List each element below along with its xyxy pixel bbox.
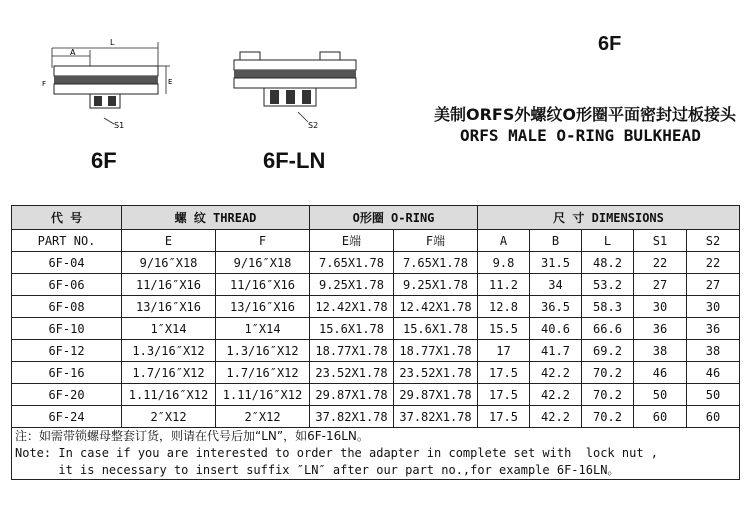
col-s2: S2 (687, 230, 740, 252)
cell-s2: 38 (687, 340, 740, 362)
fitting-6f-drawing (40, 28, 190, 138)
cell-b: 42.2 (530, 384, 582, 406)
cell-oring-e: 29.87X1.78 (310, 384, 394, 406)
cell-s2: 36 (687, 318, 740, 340)
cell-l: 66.6 (582, 318, 634, 340)
note-row (12, 428, 740, 480)
cell-part-no: 6F-04 (12, 252, 122, 274)
cell-thread-e: 2″X12 (122, 406, 216, 428)
col-f-end: F端 (394, 230, 478, 252)
note-english-line-1: Note: In case if you are interested to order the adapter in complete set with lock nut , (15, 446, 658, 460)
cell-oring-f: 9.25X1.78 (394, 274, 478, 296)
cell-thread-f: 1″X14 (216, 318, 310, 340)
cell-l: 70.2 (582, 406, 634, 428)
table-row (12, 318, 740, 340)
header-dimensions: 尺 寸 DIMENSIONS (478, 206, 740, 230)
cell-oring-f: 12.42X1.78 (394, 296, 478, 318)
col-l: L (582, 230, 634, 252)
cell-l: 48.2 (582, 252, 634, 274)
cell-thread-e: 1.11/16″X12 (122, 384, 216, 406)
cell-thread-e: 11/16″X16 (122, 274, 216, 296)
cell-part-no: 6F-20 (12, 384, 122, 406)
caption-6f: 6F (91, 148, 117, 173)
cell-b: 40.6 (530, 318, 582, 340)
header-oring: O形圈 O-RING (310, 206, 478, 230)
cell-part-no: 6F-06 (12, 274, 122, 296)
cell-a: 17.5 (478, 384, 530, 406)
cell-part-no: 6F-24 (12, 406, 122, 428)
cell-thread-e: 13/16″X16 (122, 296, 216, 318)
cell-part-no: 6F-10 (12, 318, 122, 340)
table-row (12, 340, 740, 362)
cell-oring-e: 12.42X1.78 (310, 296, 394, 318)
cell-s1: 46 (634, 362, 687, 384)
cell-thread-e: 1.3/16″X12 (122, 340, 216, 362)
cell-thread-f: 1.7/16″X12 (216, 362, 310, 384)
cell-thread-f: 9/16″X18 (216, 252, 310, 274)
cell-l: 70.2 (582, 362, 634, 384)
dim-s1-label: S1 (114, 121, 125, 130)
cell-b: 42.2 (530, 362, 582, 384)
col-s1: S1 (634, 230, 687, 252)
product-title-english: ORFS MALE O-RING BULKHEAD (460, 126, 701, 145)
cell-s2: 50 (687, 384, 740, 406)
header-thread: 螺 纹 THREAD (122, 206, 310, 230)
header-part-cn: 代 号 (12, 206, 122, 230)
cell-oring-f: 18.77X1.78 (394, 340, 478, 362)
col-a: A (478, 230, 530, 252)
dim-s2-label: S2 (308, 121, 319, 130)
col-e: E (122, 230, 216, 252)
cell-oring-e: 23.52X1.78 (310, 362, 394, 384)
cell-oring-f: 15.6X1.78 (394, 318, 478, 340)
cell-part-no: 6F-16 (12, 362, 122, 384)
cell-part-no: 6F-08 (12, 296, 122, 318)
table-row (12, 362, 740, 384)
cell-a: 17 (478, 340, 530, 362)
product-title-chinese: 美制ORFS外螺纹O形圈平面密封过板接头 (434, 105, 736, 124)
table-column-header-row (12, 230, 740, 252)
cell-thread-e: 1″X14 (122, 318, 216, 340)
cell-oring-f: 37.82X1.78 (394, 406, 478, 428)
cell-thread-e: 9/16″X18 (122, 252, 216, 274)
cell-b: 31.5 (530, 252, 582, 274)
cell-oring-e: 15.6X1.78 (310, 318, 394, 340)
cell-s1: 50 (634, 384, 687, 406)
table-row (12, 296, 740, 318)
cell-oring-f: 23.52X1.78 (394, 362, 478, 384)
cell-l: 53.2 (582, 274, 634, 296)
cell-oring-e: 9.25X1.78 (310, 274, 394, 296)
cell-oring-e: 18.77X1.78 (310, 340, 394, 362)
cell-b: 42.2 (530, 406, 582, 428)
dim-a-label: A (70, 48, 76, 57)
cell-s1: 38 (634, 340, 687, 362)
note-cell (12, 428, 740, 480)
cell-s2: 46 (687, 362, 740, 384)
col-f: F (216, 230, 310, 252)
cell-l: 69.2 (582, 340, 634, 362)
cell-b: 41.7 (530, 340, 582, 362)
dim-e-label: E (168, 78, 173, 86)
cell-a: 17.5 (478, 406, 530, 428)
cell-a: 17.5 (478, 362, 530, 384)
cell-a: 9.8 (478, 252, 530, 274)
cell-thread-f: 1.3/16″X12 (216, 340, 310, 362)
cell-s1: 30 (634, 296, 687, 318)
cell-s1: 60 (634, 406, 687, 428)
spec-table (11, 205, 740, 480)
col-b: B (530, 230, 582, 252)
cell-b: 36.5 (530, 296, 582, 318)
col-part-no: PART NO. (12, 230, 122, 252)
table-group-header-row (12, 206, 740, 230)
col-e-end: E端 (310, 230, 394, 252)
product-code-title: 6F (598, 33, 622, 55)
table-row (12, 384, 740, 406)
cell-l: 58.3 (582, 296, 634, 318)
cell-s1: 22 (634, 252, 687, 274)
cell-thread-f: 2″X12 (216, 406, 310, 428)
note-chinese: 注：如需带锁螺母整套订货，则请在代号后加“LN”，如6F-16LN。 (15, 429, 369, 443)
cell-thread-f: 13/16″X16 (216, 296, 310, 318)
cell-oring-f: 7.65X1.78 (394, 252, 478, 274)
cell-l: 70.2 (582, 384, 634, 406)
cell-s2: 30 (687, 296, 740, 318)
table-row (12, 274, 740, 296)
cell-thread-e: 1.7/16″X12 (122, 362, 216, 384)
cell-s2: 22 (687, 252, 740, 274)
fitting-6f-ln-drawing (228, 40, 368, 140)
dim-f-label: F (42, 80, 47, 88)
table-row (12, 406, 740, 428)
dim-l-label: L (110, 38, 115, 47)
cell-oring-f: 29.87X1.78 (394, 384, 478, 406)
cell-thread-f: 1.11/16″X12 (216, 384, 310, 406)
note-english-line-2: it is necessary to insert suffix ″LN″ after our part no.,for example 6F-16LN。 (15, 463, 620, 477)
cell-a: 12.8 (478, 296, 530, 318)
cell-b: 34 (530, 274, 582, 296)
table-row (12, 252, 740, 274)
cell-part-no: 6F-12 (12, 340, 122, 362)
cell-s2: 27 (687, 274, 740, 296)
caption-6f-ln: 6F-LN (263, 148, 326, 173)
cell-s1: 27 (634, 274, 687, 296)
cell-a: 11.2 (478, 274, 530, 296)
cell-s1: 36 (634, 318, 687, 340)
cell-thread-f: 11/16″X16 (216, 274, 310, 296)
cell-oring-e: 7.65X1.78 (310, 252, 394, 274)
cell-oring-e: 37.82X1.78 (310, 406, 394, 428)
cell-a: 15.5 (478, 318, 530, 340)
cell-s2: 60 (687, 406, 740, 428)
